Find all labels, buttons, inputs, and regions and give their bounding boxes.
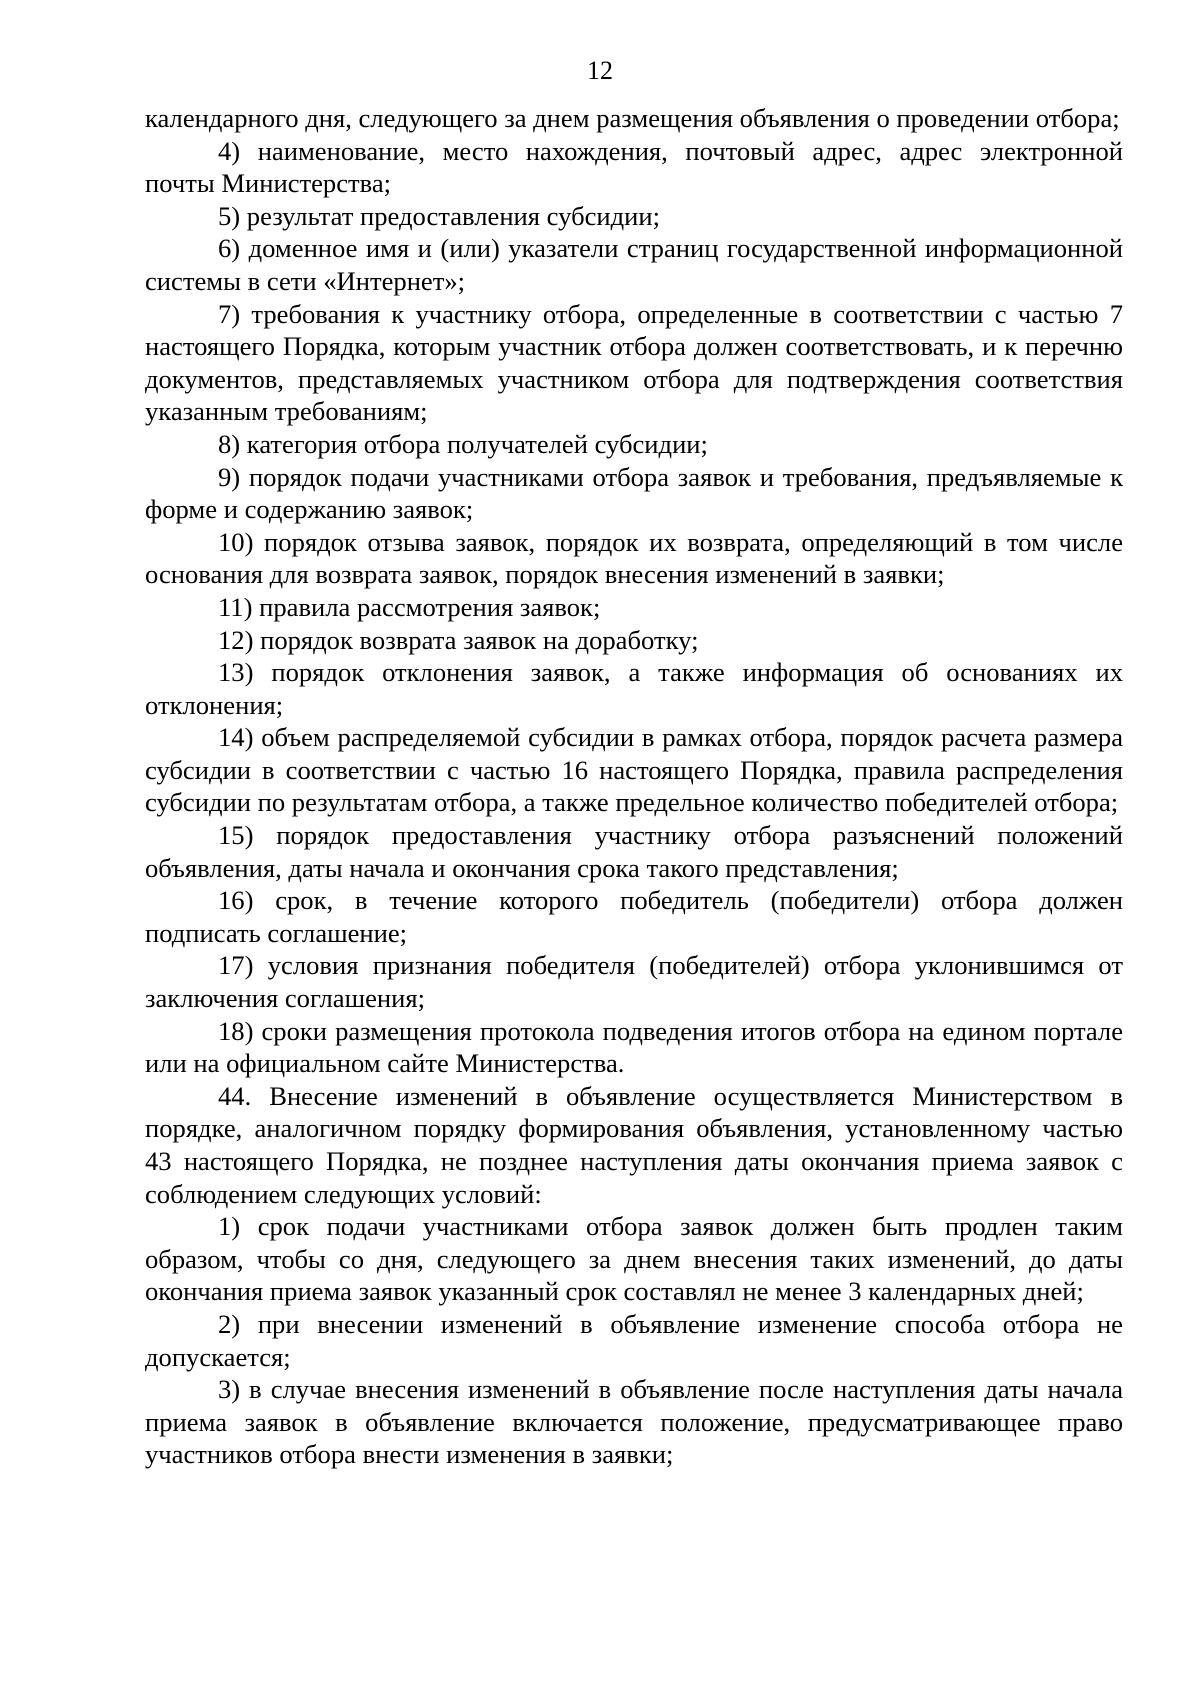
- list-item-10: 10) порядок отзыва заявок, порядок их возврата, определяющий в том числе основания для возврата заявок, порядок внесения изменений в заявки;: [145, 526, 1123, 590]
- list-item-9: 9) порядок подачи участниками отбора заявок и требования, предъявляемые к форме и содержанию заявок;: [145, 461, 1123, 525]
- list-item-18: 18) сроки размещения протокола подведения итогов отбора на едином портале или на официальном сайте Министерства.: [145, 1015, 1123, 1079]
- list-item-15: 15) порядок предоставления участнику отбора разъяснений положений объявления, даты начала и окончания срока такого представления;: [145, 820, 1123, 883]
- condition-item-3: 3) в случае внесения изменений в объявление после наступления даты начала приема заявок в объявление включается положение, предусматривающее право участников отбора внести изменения в заявки;: [145, 1374, 1123, 1470]
- list-item-5: 5) результат предоставления субсидии;: [218, 200, 661, 231]
- list-item-4: 4) наименование, место нахождения, почтовый адрес, адрес электронной почты Министерства;: [145, 135, 1123, 199]
- list-item-14: 14) объем распределяемой субсидии в рамках отбора, порядок расчета размера субсидии в соответствии с частью 16 настоящего Порядка, правила распределения субсидии по результатам отбора, а также предельное количество победителей отбора;: [145, 722, 1123, 818]
- condition-item-1: 1) срок подачи участниками отбора заявок должен быть продлен таким образом, чтобы со дня, следующего за днем внесения таких изменений, до даты окончания приема заявок указанный срок составлял не менее 3 календарных дней;: [145, 1211, 1123, 1307]
- page-number: 12: [587, 56, 613, 85]
- section-44-paragraph: 44. Внесение изменений в объявление осуществляется Министерством в порядке, аналогичном порядку формирования объявления, установленному частью 43 настоящего Порядка, не позднее наступления даты окончания приема заявок с соблюдением следующих условий:: [145, 1080, 1123, 1209]
- list-item-7: 7) требования к участнику отбора, определенные в соответствии с частью 7 настоящего Порядка, которым участник отбора должен соответствовать, и к перечню документов, представляемых участником отбора для подтверждения соответствия указанным требованиям;: [145, 298, 1123, 427]
- condition-item-2: 2) при внесении изменений в объявление изменение способа отбора не допускается;: [145, 1308, 1123, 1372]
- list-item-13: 13) порядок отклонения заявок, а также информация об основаниях их отклонения;: [145, 657, 1123, 720]
- list-item-12: 12) порядок возврата заявок на доработку;: [218, 624, 699, 655]
- paragraph-continuation: календарного дня, следующего за днем размещения объявления о проведении отбора;: [145, 103, 1120, 133]
- document-body: [145, 102, 1123, 1471]
- list-item-16: 16) срок, в течение которого победитель (победители) отбора должен подписать соглашение;: [145, 885, 1123, 948]
- list-item-6: 6) доменное имя и (или) указатели страниц государственной информационной системы в сети «Интернет»;: [145, 233, 1123, 296]
- list-item-17: 17) условия признания победителя (победителей) отбора уклонившимся от заключения соглашения;: [145, 950, 1123, 1014]
- list-item-8: 8) категория отбора получателей субсидии;: [218, 428, 708, 459]
- list-item-11: 11) правила рассмотрения заявок;: [218, 591, 601, 622]
